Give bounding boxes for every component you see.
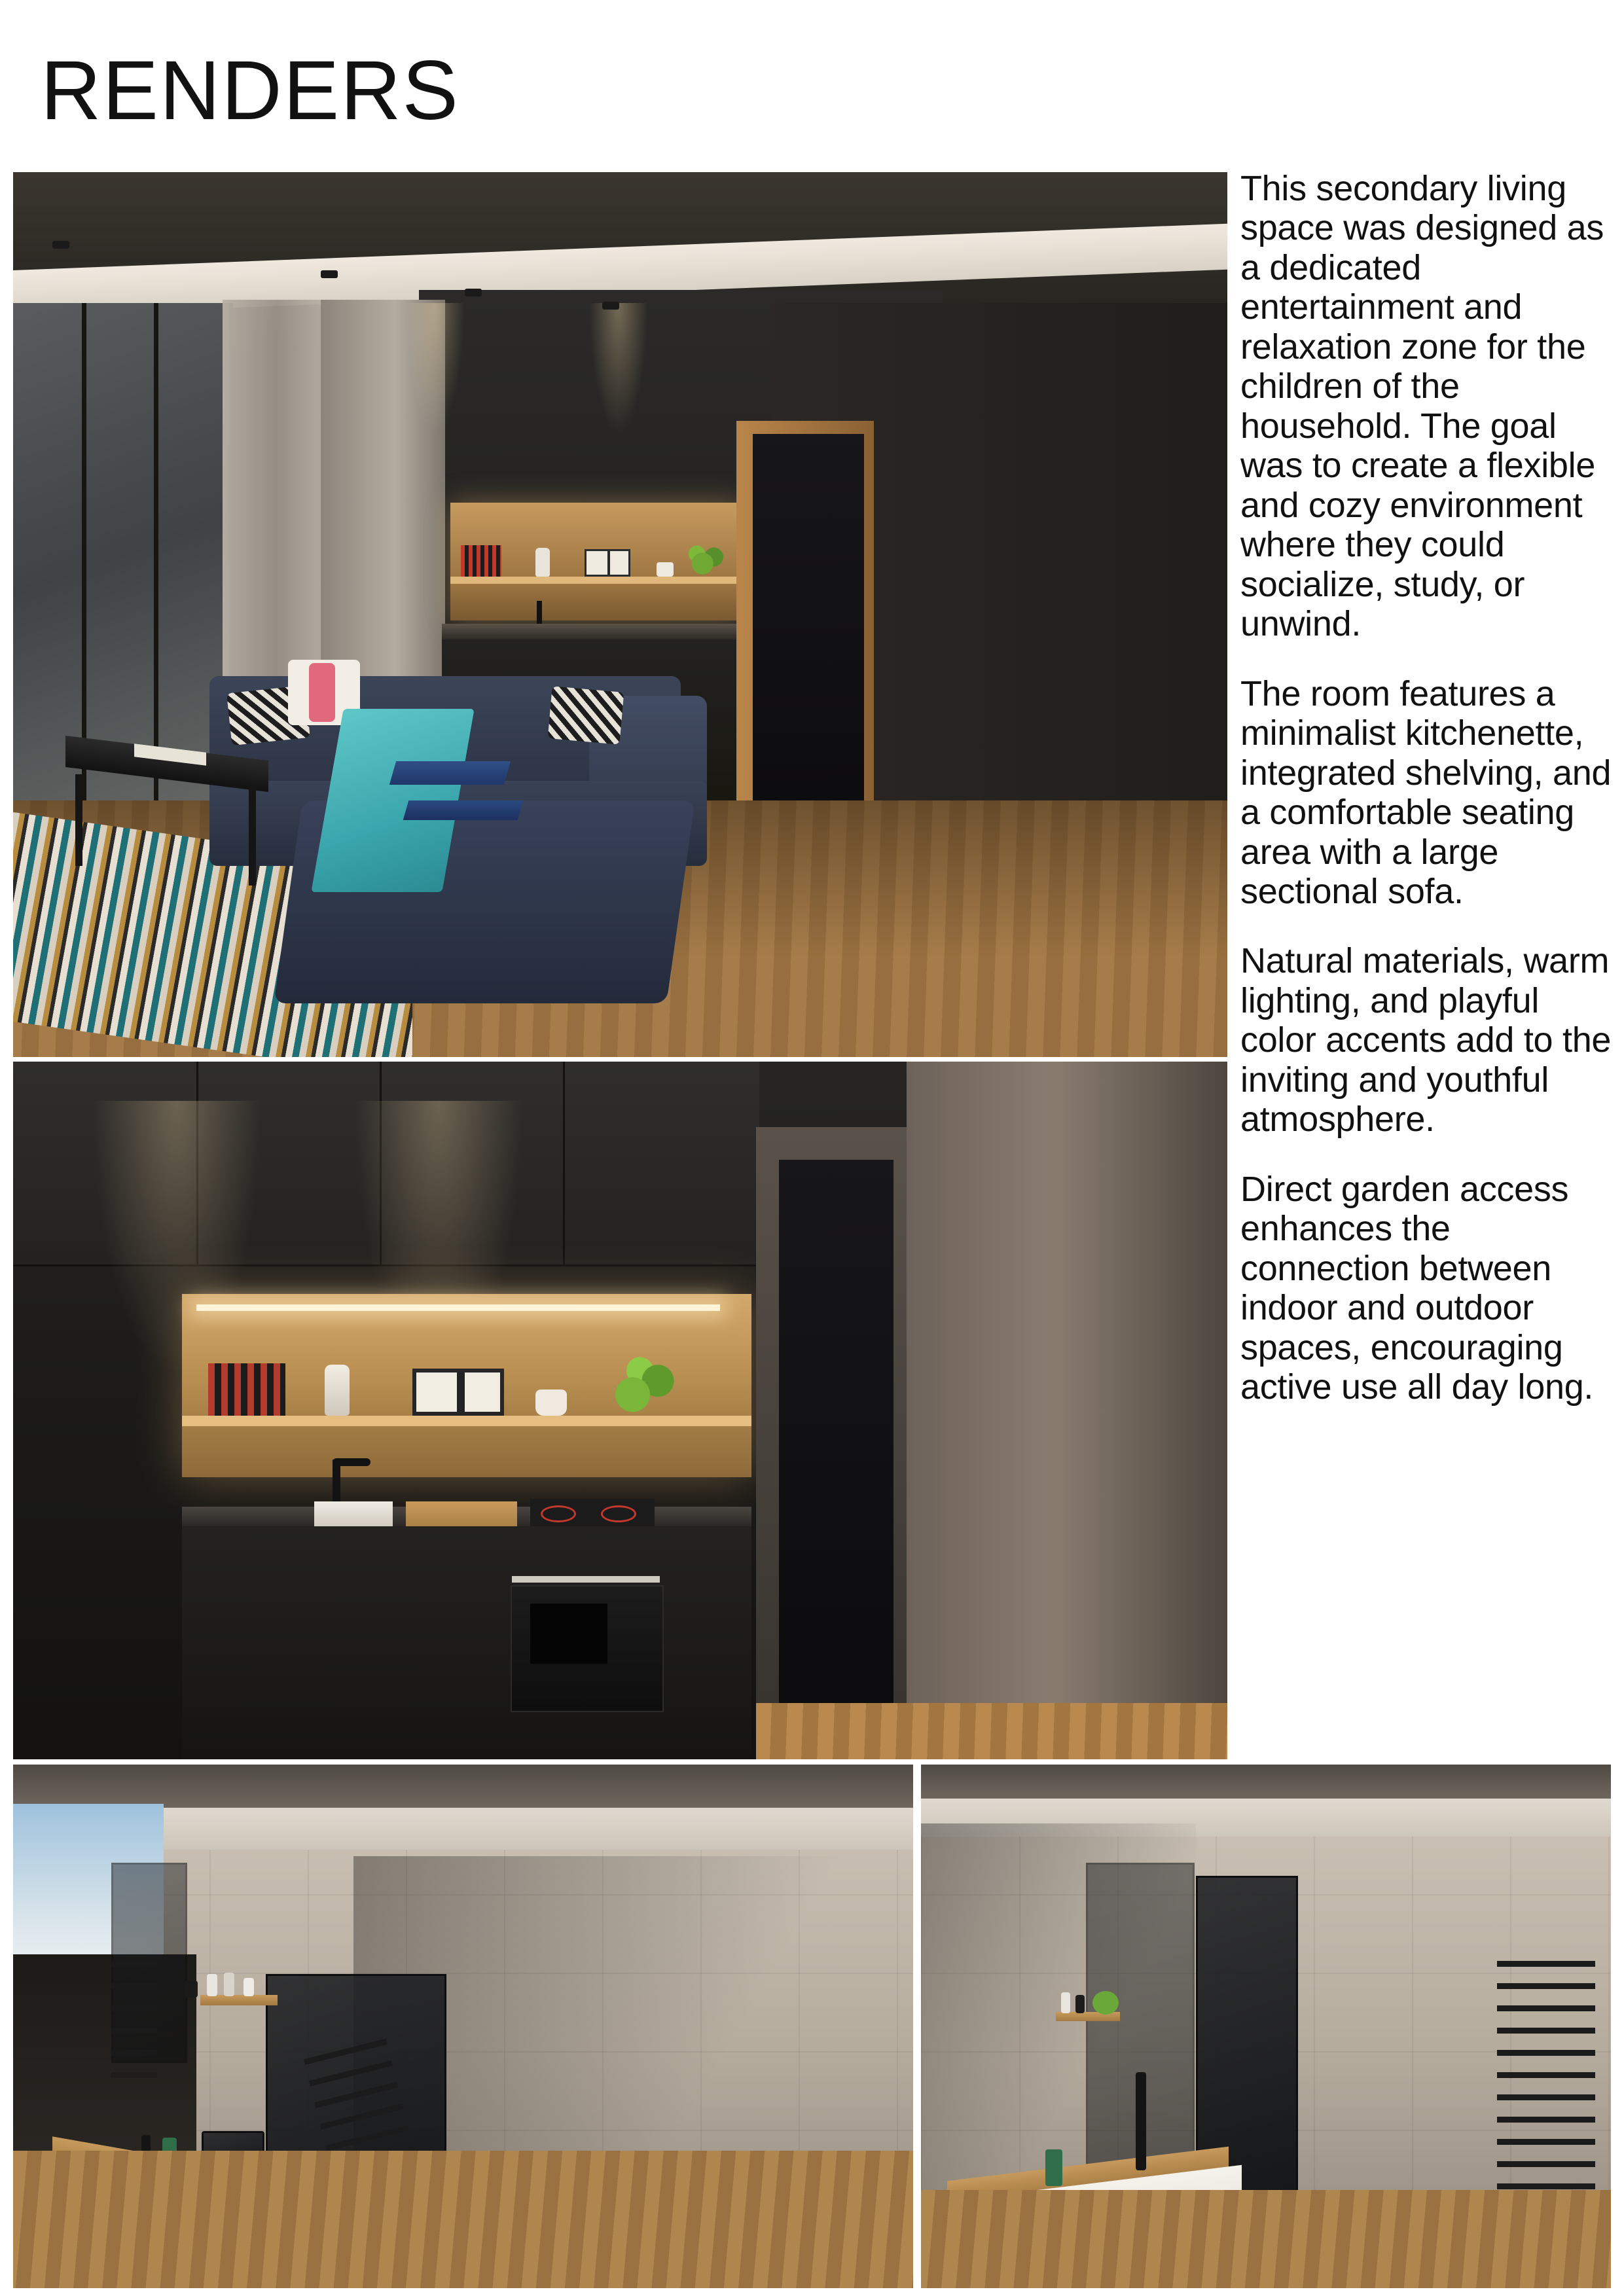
faucet-body bbox=[333, 1460, 340, 1505]
render-bathroom-left-image bbox=[13, 1765, 913, 2288]
oven-glass bbox=[530, 1604, 607, 1664]
picture-frames-decor bbox=[585, 549, 630, 577]
light-glow-right bbox=[589, 303, 648, 434]
hob-burner bbox=[541, 1505, 576, 1522]
wood-floor bbox=[921, 2190, 1611, 2288]
wood-floor bbox=[13, 2151, 913, 2288]
shelf-niche bbox=[450, 503, 742, 620]
shelf-board bbox=[450, 577, 742, 584]
ceramic-pot-decor bbox=[657, 562, 674, 577]
ceiling-recess bbox=[13, 1765, 913, 1808]
page-title: RENDERS bbox=[41, 44, 460, 137]
soap-dispenser bbox=[185, 1981, 198, 1998]
induction-hob bbox=[530, 1499, 655, 1529]
built-in-oven bbox=[511, 1585, 664, 1712]
toiletry-bottle bbox=[1061, 1992, 1070, 2013]
ceiling-recess bbox=[921, 1765, 1611, 1799]
soap-dispenser bbox=[1045, 2149, 1062, 2186]
render-living-image bbox=[13, 172, 1227, 1057]
base-cabinets bbox=[182, 1526, 751, 1759]
door-panel bbox=[779, 1160, 893, 1759]
ceiling-spot bbox=[321, 270, 338, 278]
cushion-pink bbox=[309, 663, 335, 722]
cushion-patterned bbox=[548, 686, 624, 744]
door-panel bbox=[753, 434, 864, 827]
kitchenette-counter bbox=[442, 624, 749, 639]
niche-shelf bbox=[200, 1995, 278, 2005]
paragraph-3: Natural materials, warm lighting, and playful color accents add to the inviting and youthful atmosphere. bbox=[1240, 941, 1612, 1139]
toiletry-bottle bbox=[207, 1974, 217, 1996]
shelf-decor-group bbox=[457, 543, 736, 577]
vase-decor bbox=[325, 1365, 350, 1416]
ceiling-spot bbox=[465, 289, 482, 296]
shelf-board bbox=[182, 1416, 751, 1426]
render-kitchen-image bbox=[13, 1062, 1227, 1759]
light-glow-left bbox=[406, 303, 465, 434]
books-on-chaise bbox=[403, 800, 524, 820]
toiletry-bottle bbox=[244, 1978, 254, 1996]
cutting-board bbox=[406, 1501, 517, 1528]
coffee-table-leg bbox=[75, 774, 82, 866]
led-strip bbox=[196, 1304, 720, 1311]
sink-basin bbox=[314, 1501, 393, 1529]
coffee-table-leg bbox=[249, 787, 256, 886]
description-column bbox=[1240, 169, 1620, 1407]
picture-frames-decor bbox=[412, 1369, 504, 1416]
oven-handle bbox=[512, 1576, 660, 1583]
window-glazing bbox=[13, 303, 233, 872]
render-bathroom-right-image bbox=[921, 1765, 1611, 2288]
books-decor bbox=[208, 1363, 285, 1416]
basin-faucet bbox=[1136, 2072, 1146, 2170]
plant-decor bbox=[607, 1355, 679, 1416]
towel-radiator bbox=[111, 1961, 157, 2092]
ceiling-spot bbox=[52, 241, 69, 249]
backlit-niche bbox=[182, 1294, 751, 1477]
hob-burner bbox=[601, 1505, 636, 1522]
plant-decor bbox=[687, 544, 725, 577]
books-on-sofa bbox=[389, 761, 511, 785]
vase-decor bbox=[535, 548, 550, 577]
ceiling-spot bbox=[602, 302, 619, 310]
paragraph-4: Direct garden access enhances the connection between indoor and outdoor spaces, encouraging active use all day long. bbox=[1240, 1169, 1594, 1407]
ceramic-pot-decor bbox=[535, 1390, 567, 1416]
paragraph-1: This secondary living space was designed as a dedicated entertainment and relaxation zone for the children of the household. The goal was to create a flexible and cozy environment where they could socialize, study, or unwind. bbox=[1240, 169, 1604, 644]
soap-dispenser bbox=[1075, 1995, 1085, 2013]
books-decor bbox=[461, 545, 501, 577]
toiletry-bottle bbox=[224, 1973, 234, 1996]
paragraph-2: The room features a minimalist kitchenette, integrated shelving, and a comfortable seating area with a large sectional sofa. bbox=[1240, 673, 1612, 911]
right-wall bbox=[907, 1062, 1227, 1716]
plant-decor bbox=[1092, 1991, 1119, 2015]
wood-floor bbox=[756, 1703, 1227, 1759]
